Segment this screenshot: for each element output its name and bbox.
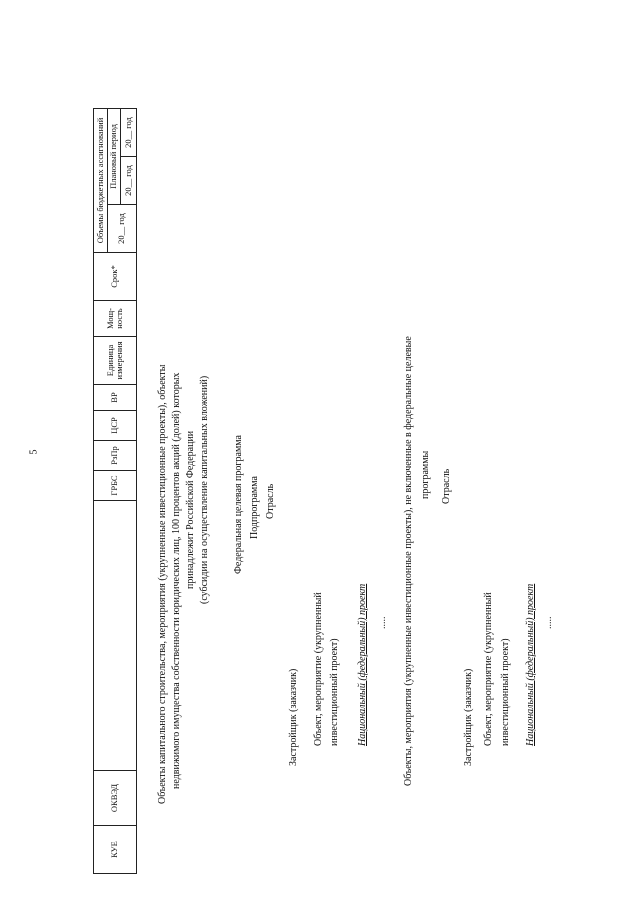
- section2-national-project: Национальный (федеральный) проект: [525, 583, 536, 746]
- col-year-current: 20__ год: [108, 205, 137, 253]
- section1-object-line2: инвестиционный проект): [329, 638, 340, 746]
- section2-line1: Объекты, мероприятия (укрупненные инвестиционные проекты), не включенные в федеральные целевые: [403, 336, 414, 786]
- section1-line3: принадлежит Российской Федерации: [185, 430, 196, 589]
- header-table: [93, 108, 137, 874]
- col-budget-title: Объемы бюджетных ассигнований: [94, 109, 108, 253]
- section1-developer: Застройщик (заказчик): [288, 668, 299, 766]
- col-unit: Единица измерения: [94, 337, 137, 385]
- col-grbs: ГРБС: [94, 471, 137, 501]
- section1-object-line1: Объект, мероприятие (укрупненный: [313, 592, 324, 746]
- section2-dots: .....: [543, 616, 554, 629]
- col-csr: ЦСР: [94, 411, 137, 441]
- col-vr: ВР: [94, 385, 137, 411]
- col-term: Срок*: [94, 253, 137, 301]
- col-capacity: Мощ-ность: [94, 301, 137, 337]
- section2-branch: Отрасль: [441, 468, 452, 504]
- page-number: 5: [28, 449, 40, 455]
- section1-subprogram: Подпрограмма: [249, 476, 260, 539]
- col-okved: ОКВЭД: [94, 771, 137, 826]
- col-year-plan1: 20__ год: [121, 157, 137, 205]
- section1-program: Федеральная целевая программа: [233, 435, 244, 574]
- section2-developer: Застройщик (заказчик): [463, 668, 474, 766]
- col-plan-period: Плановый период: [108, 109, 121, 205]
- section1-branch: Отрасль: [265, 483, 276, 519]
- col-year-plan2: 20__ год: [121, 109, 137, 157]
- section1-national-project: Национальный (федеральный) проект: [357, 583, 368, 746]
- section1-dots: .....: [377, 616, 388, 629]
- section2-object-line1: Объект, мероприятие (укрупненный: [483, 592, 494, 746]
- section1-line2: недвижимого имущества собственности юридических лиц, 100 процентов акций (долей) которых: [171, 372, 182, 789]
- col-rzpr: РзПр: [94, 441, 137, 471]
- section2-object-line2: инвестиционный проект): [500, 638, 511, 746]
- landscape-sheet: [93, 54, 554, 874]
- col-kue: КУЕ: [94, 826, 137, 874]
- section1-line1: Объекты капитального строительства, мероприятия (укрупненные инвестиционные проекты), объекты: [157, 364, 168, 804]
- section1-line4: (субсидии на осуществление капитальных вложений): [199, 375, 210, 604]
- col-blank: [94, 501, 137, 771]
- section2-line2: программы: [420, 450, 431, 499]
